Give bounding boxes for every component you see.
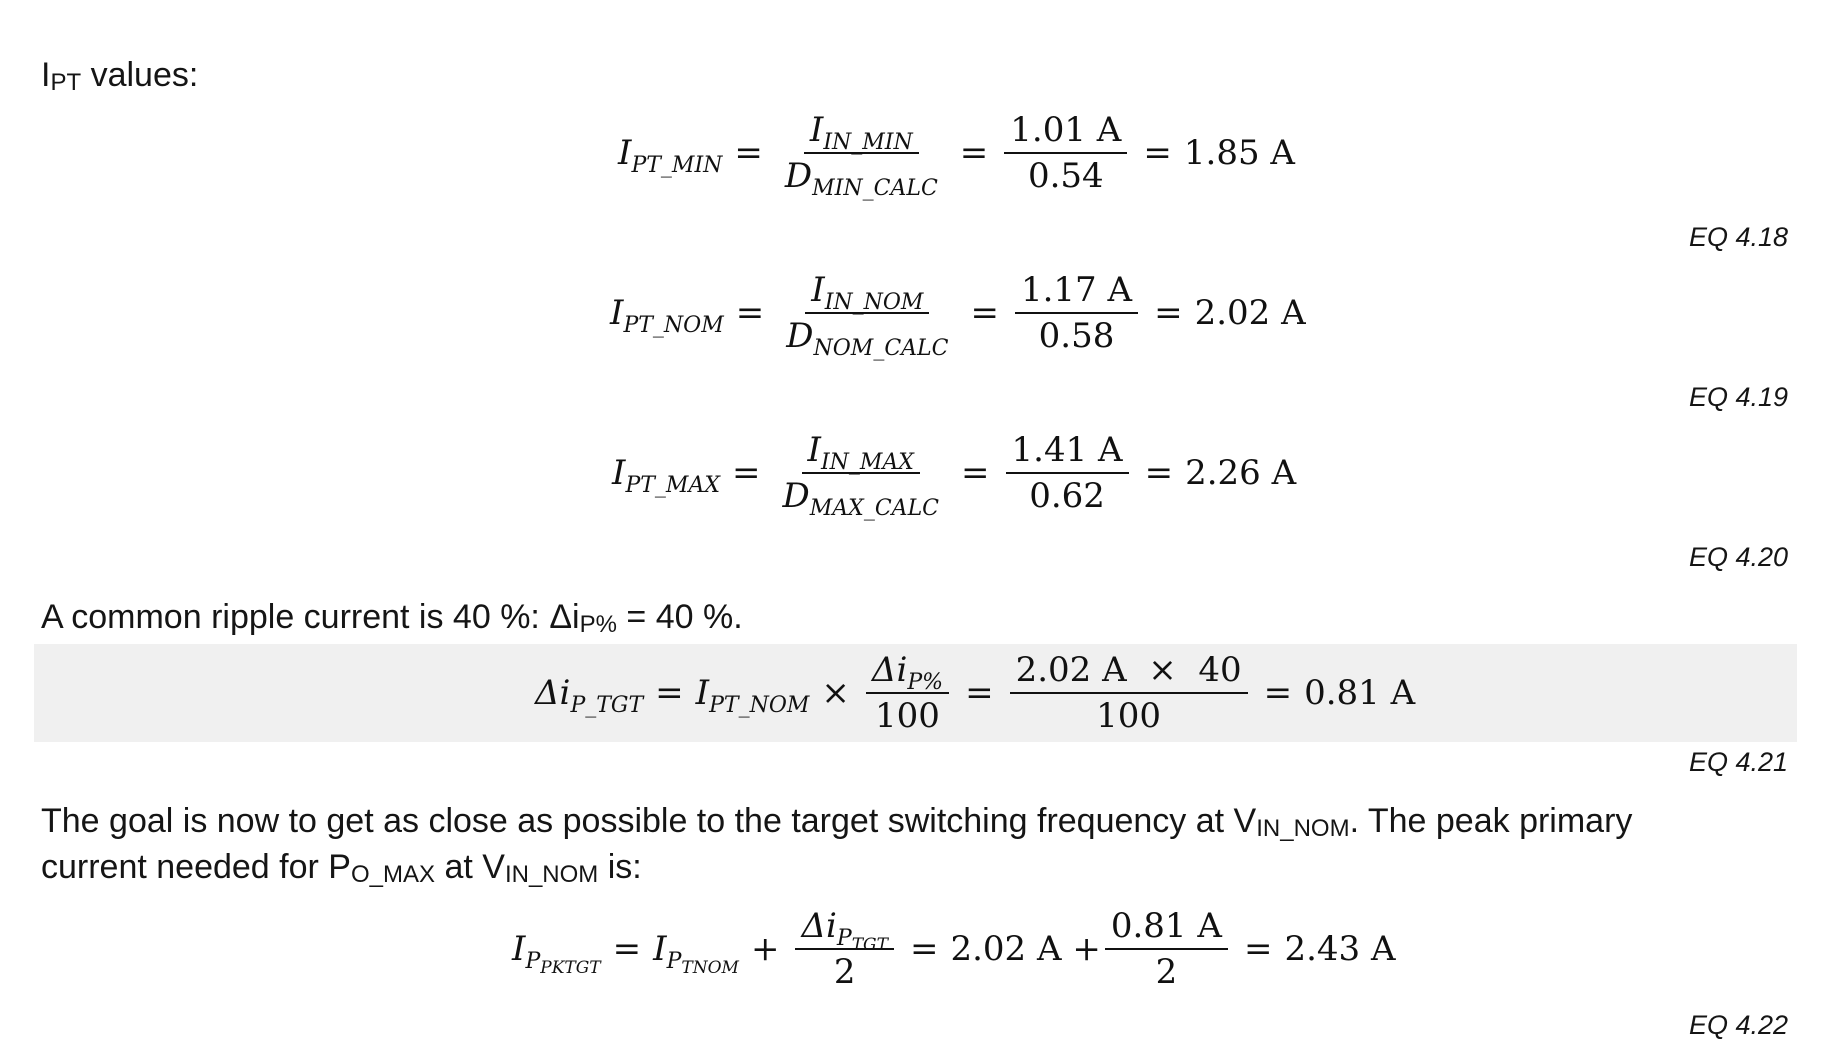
eq421-result: 0.81 A <box>1304 673 1416 713</box>
ipt-values-heading <box>41 52 198 98</box>
eq422-result: 2.43 A <box>1284 929 1396 969</box>
eq420-numeric-fraction: $\frac{1.41 A}{0.62}$ <box>1006 428 1129 518</box>
equation-4-22 <box>512 904 1396 994</box>
equals-sign: = <box>1263 673 1293 713</box>
equals-sign: = <box>655 673 684 713</box>
eq418-result: 1.85 A <box>1183 133 1295 173</box>
ipt-subscript: PT <box>50 69 82 96</box>
eq421-symbolic-fraction: $\frac{\Delta i_{P\%}}{100}$ <box>866 648 949 738</box>
eq422-numeric-fraction: $\frac{0.81 A}{2}$ <box>1105 904 1228 994</box>
eq-tag-4-20: EQ 4.20 <box>1688 542 1788 572</box>
eq419-lhs: $I_{PT\_NOM}$ <box>610 293 724 338</box>
equals-sign: = <box>735 293 765 333</box>
equals-sign: = <box>1154 293 1183 333</box>
eq418-lhs: $I_{PT\_MIN}$ <box>618 133 723 178</box>
eq422-term: $I_{P_{TNOM}}$ <box>653 929 739 978</box>
eq-tag-4-21: EQ 4.21 <box>1688 747 1788 777</box>
equals-sign: = <box>965 673 994 713</box>
eq419-numeric-fraction: $\frac{1.17 A}{0.58}$ <box>1015 268 1138 358</box>
goal-paragraph-line-2: current needed for $P_{O\_MAX}$ at $V_{IN\_NOM}$ is: <box>41 848 642 888</box>
ipt-heading-text: values: <box>81 56 199 94</box>
equals-sign: = <box>1144 453 1174 493</box>
equation-4-18 <box>618 108 1295 201</box>
eq418-numeric-fraction: $\frac{1.01 A}{0.54}$ <box>1004 108 1127 198</box>
goal-paragraph-line-1: The goal is now to get as close as possible to the target switching frequency at $V_{IN\_NOM}$. The peak primary <box>41 802 1633 842</box>
times-sign: × <box>821 673 850 713</box>
equals-sign: = <box>1143 133 1172 173</box>
equation-4-21 <box>535 648 1415 738</box>
eq421-lhs: $\Delta i_{P\_TGT}$ <box>535 673 644 718</box>
equation-4-19 <box>610 268 1306 361</box>
eq421-numeric-fraction: $\frac{2.02 A \times 40}{100}$ <box>1010 648 1248 738</box>
equals-sign: = <box>734 133 763 173</box>
eq422-symbolic-fraction: $\frac{\Delta i_{P_{TGT}}}{2}$ <box>795 904 894 994</box>
equals-sign: = <box>1243 929 1273 969</box>
eq-tag-4-19: EQ 4.19 <box>1688 382 1788 412</box>
eq419-result: 2.02 A <box>1194 293 1306 333</box>
eq421-term: $I_{PT\_NOM}$ <box>695 673 810 718</box>
eq420-symbolic-fraction: $\frac{I_{IN\_MAX}}{D_{MAX\_CALC}}$ <box>782 430 940 521</box>
plus-sign: + <box>750 929 780 969</box>
equals-sign: = <box>959 133 989 173</box>
eq420-lhs: $I_{PT\_MAX}$ <box>612 453 720 498</box>
eq422-mid-term: 2.02 A + <box>950 929 1101 969</box>
equals-sign: = <box>612 929 642 969</box>
equation-4-20 <box>612 428 1297 521</box>
eq-tag-4-22: EQ 4.22 <box>1688 1010 1788 1040</box>
ipt-letter: I <box>41 56 51 94</box>
equals-sign: = <box>970 293 999 333</box>
equals-sign: = <box>909 929 939 969</box>
eq420-result: 2.26 A <box>1185 453 1297 493</box>
eq-tag-4-18: EQ 4.18 <box>1688 222 1788 252</box>
eq418-symbolic-fraction: $\frac{I_{IN\_MIN}}{D_{MIN\_CALC}}$ <box>784 110 938 201</box>
equals-sign: = <box>732 453 761 493</box>
ripple-current-sentence: A common ripple current is 40 %: $\Delta i_{P\%} = 40$ %. <box>41 598 743 638</box>
eq422-lhs: $I_{P_{PKTGT}}$ <box>512 929 601 978</box>
eq419-symbolic-fraction: $\frac{I_{IN\_NOM}}{D_{NOM\_CALC}}$ <box>786 270 949 361</box>
equals-sign: = <box>961 453 990 493</box>
